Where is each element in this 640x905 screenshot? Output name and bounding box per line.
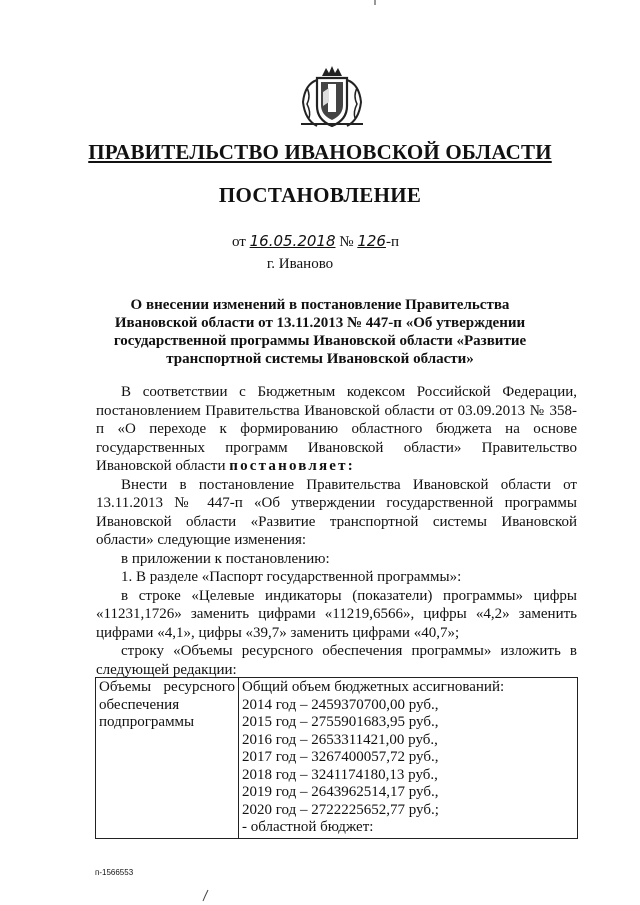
date-number-line bbox=[232, 232, 399, 251]
body-paragraph-6: строку «Объемы ресурсного обеспечения программы» изложить в следующей редакции: bbox=[96, 643, 577, 678]
handwritten-date: 16.05.2018 bbox=[249, 232, 336, 250]
number-sign: № bbox=[339, 234, 354, 250]
body-paragraph-3: в приложении к постановлению: bbox=[121, 550, 330, 567]
scan-mark bbox=[372, 0, 378, 6]
table-year-row: 2014 год – 2459370700,00 руб., bbox=[242, 696, 439, 713]
government-title: ПРАВИТЕЛЬСТВО ИВАНОВСКОЙ ОБЛАСТИ bbox=[88, 140, 552, 164]
number-suffix: -п bbox=[385, 234, 399, 250]
table-year-row: 2020 год – 2722225652,77 руб.; bbox=[242, 801, 439, 818]
resolves-word: постановляет: bbox=[229, 458, 355, 474]
table-year-row: 2015 год – 2755901683,95 руб., bbox=[242, 714, 439, 730]
body-paragraph-1: В соответствии с Бюджетным кодексом Российской Федерации, постановлением Правительства Ивановской области от 03.09.2013 № 358-п «О переходе к формированию областного бюджета на основе государственных программ Ивановской области» Правительство Ивановской области постановляет: bbox=[96, 384, 577, 474]
city-line: г. Иваново bbox=[266, 256, 334, 272]
coat-of-arms-emblem bbox=[297, 62, 367, 130]
document-type-title: ПОСТАНОВЛЕНИЕ bbox=[218, 183, 422, 207]
table-year-row: 2018 год – 3241174180,13 руб., bbox=[242, 766, 438, 783]
table-right-cell bbox=[239, 678, 578, 839]
table-year-row: 2019 год – 2643962514,17 руб., bbox=[242, 784, 439, 800]
body-paragraph-2: Внести в постановление Правительства Ивановской области от 13.11.2013 № 447-п «Об утверждении государственной программы Ивановской области «Развитие транспортной системы Ивановской области» следующие изменения: bbox=[96, 476, 577, 548]
table-left-label: Объемы ресурсного обеспечения подпрограммы bbox=[96, 678, 239, 839]
scan-scribble bbox=[200, 888, 212, 902]
table-footer-row: - областной бюджет: bbox=[242, 819, 374, 835]
funding-table bbox=[95, 677, 578, 839]
body-paragraph-5: в строке «Целевые индикаторы (показатели) программы» цифры «11231,1726» заменить цифрами «11219,6566», цифры «4,2» заменить цифрами «4,1», цифры «39,7» заменить цифрами «40,7»; bbox=[96, 587, 577, 641]
date-prefix: от bbox=[232, 234, 246, 250]
decree-subject: О внесении изменений в постановление Правительства Ивановской области от 13.11.2013 № 447-п «Об утверждении государственной программы Ивановской области «Развитие транспортной системы Ивановской области» bbox=[113, 297, 527, 367]
table-year-row: 2016 год – 2653311421,00 руб., bbox=[242, 731, 438, 748]
table-right-header: Общий объем бюджетных ассигнований: bbox=[242, 679, 505, 695]
table-year-row: 2017 год – 3267400057,72 руб., bbox=[242, 749, 439, 765]
document-code: п-1566553 bbox=[95, 868, 134, 877]
decree-body bbox=[96, 383, 577, 679]
body-paragraph-4: 1. В разделе «Паспорт государственной программы»: bbox=[121, 569, 462, 585]
table-row bbox=[96, 678, 578, 839]
handwritten-number: 126 bbox=[357, 232, 386, 250]
